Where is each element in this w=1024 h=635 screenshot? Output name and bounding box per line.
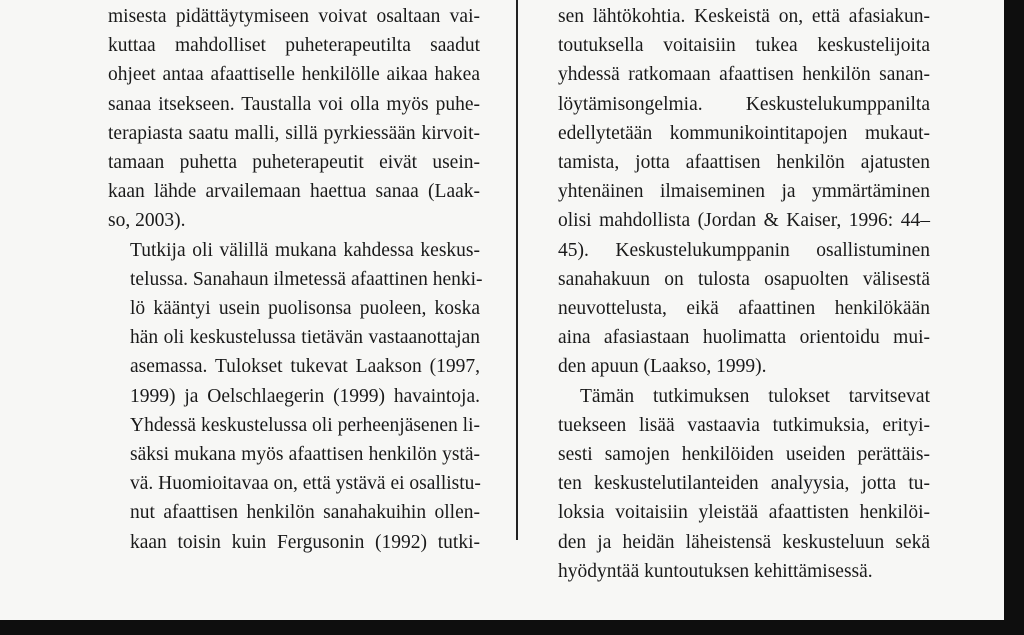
text-line: olisi mahdollista (Jordan & Kaiser, 1996: 44– [558, 210, 930, 232]
text-line: tuekseen lisää vastaavia tutkimuksia, erityi- [558, 414, 930, 436]
text-line: neuvottelusta, eikä afaattinen henkilökään [558, 298, 930, 320]
text-line: 45). Keskustelukumppanin osallistuminen [558, 239, 930, 261]
text-line: aina afasiastaan huolimatta orientoidu mui- [558, 327, 930, 349]
text-line: toutuksella voitaisiin tukea keskustelijoita [558, 35, 930, 57]
text-line: ten keskustelutilanteiden analyysia, jotta tu- [558, 473, 930, 495]
text-line: tamaan puhetta puheterapeutit eivät usein- [108, 152, 480, 174]
paragraph-3 [558, 2, 930, 382]
text-line: yhtenäinen ilmaiseminen ja ymmärtäminen [558, 181, 930, 203]
text-line: 1999) ja Oelschlaegerin (1999) havaintoja. [130, 385, 480, 407]
text-line: sesti samojen henkilöiden useiden perättäis- [558, 444, 930, 466]
text-line: löytämisongelmia. Keskustelukumppanilta [558, 93, 930, 115]
text-line: hän oli keskustelussa tietävän vastaanottajan [130, 327, 480, 349]
scan-edge-right [1004, 0, 1024, 635]
text-line: kaan lähde arvailemaan haettua sanaa (Laak- [108, 181, 480, 203]
text-line: lö kääntyi usein puolisonsa puoleen, koska [130, 298, 480, 320]
scan-edge-bottom [0, 620, 1024, 635]
text-line: misesta pidättäytymiseen voivat osaltaan vai- [108, 6, 480, 27]
text-line: Yhdessä keskustelussa oli perheenjäsenen li- [130, 414, 480, 436]
text-line: yhdessä ratkomaan afaattisen henkilön sanan- [558, 64, 930, 86]
text-line: sanaa itsekseen. Taustalla voi olla myös puhe- [108, 93, 480, 115]
text-line: kuttaa mahdolliset puheterapeutilta saadut [108, 35, 480, 57]
text-line: hyödyntää kuntoutuksen kehittämisessä. [558, 560, 873, 582]
paragraph-4 [558, 382, 930, 586]
column-divider [516, 0, 518, 540]
text-line: kaan toisin kuin Fergusonin (1992) tutki- [130, 531, 480, 553]
paragraph-1 [108, 2, 480, 236]
text-line: loksia voitaisiin yleistää afaattisten henkilöi- [558, 502, 930, 524]
text-line: sen lähtökohtia. Keskeistä on, että afasiakun- [558, 6, 930, 27]
text-line: edellytetään kommunikointitapojen mukaut- [558, 122, 930, 144]
text-line: Tutkija oli välillä mukana kahdessa keskus- [130, 239, 480, 261]
text-line: terapiasta saatu malli, sillä pyrkiessään kirvoit- [108, 122, 480, 144]
text-line: sanahakuun on tulosta osapuolten välisestä [558, 268, 930, 290]
paragraph-2 [108, 236, 483, 557]
text-line: vä. Huomioitavaa on, että ystävä ei osallistu- [130, 473, 481, 495]
text-line: so, 2003). [108, 210, 186, 232]
text-line: ohjeet antaa afaattiselle henkilölle aikaa hakea [108, 64, 480, 86]
text-line: telussa. Sanahaun ilmetessä afaattinen henki- [130, 268, 483, 290]
text-line: asemassa. Tulokset tukevat Laakson (1997, [130, 356, 480, 378]
text-line: den ja heidän läheistensä keskusteluun sekä [558, 531, 930, 553]
text-line: tamista, jotta afaattisen henkilön ajatusten [558, 152, 930, 174]
text-line: Tämän tutkimuksen tulokset tarvitsevat [580, 385, 930, 407]
text-line: nut afaattisen henkilön sanahakuihin ollen- [130, 502, 480, 524]
text-line: den apuun (Laakso, 1999). [558, 356, 767, 378]
right-text-column [558, 2, 930, 586]
text-line: säksi mukana myös afaattisen henkilön ystä- [130, 444, 480, 466]
left-text-column [108, 2, 483, 557]
